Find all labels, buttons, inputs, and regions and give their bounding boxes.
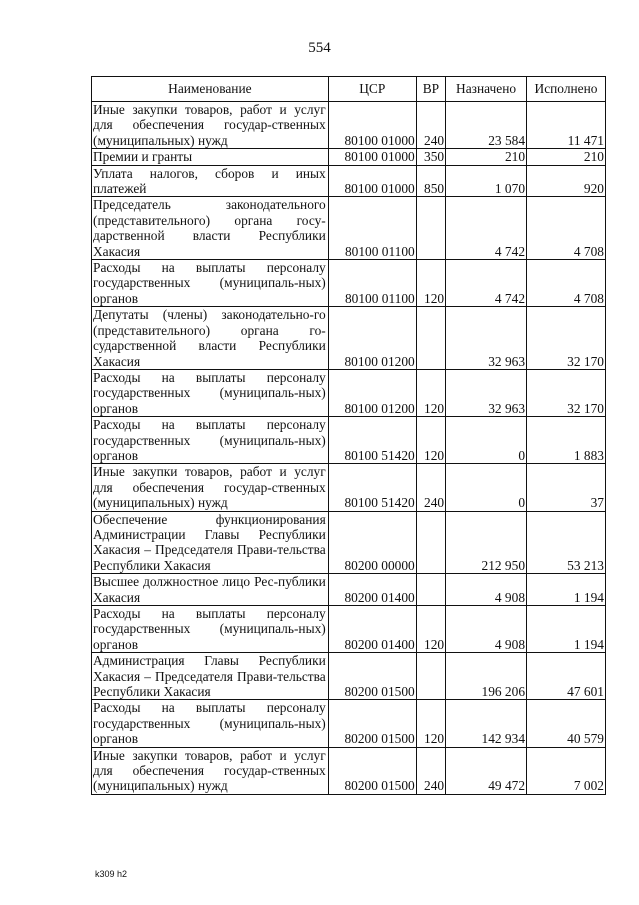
table-row [92, 417, 606, 464]
header-csr: ЦСР [328, 77, 416, 102]
cell-name: Премии и гранты [92, 149, 329, 165]
table-row [92, 464, 606, 511]
cell-assigned: 4 742 [446, 197, 527, 260]
cell-assigned: 32 963 [446, 369, 527, 416]
cell-executed: 37 [527, 464, 606, 511]
table-row [92, 260, 606, 307]
cell-vr: 120 [416, 700, 445, 747]
footer-code: k309 h2 [95, 869, 128, 879]
cell-name: Администрация Главы Республики Хакасия – Председателя Прави-тельства Республики Хакасия [92, 653, 329, 700]
header-executed: Исполнено [527, 77, 606, 102]
table-row [92, 747, 606, 794]
cell-vr: 850 [416, 165, 445, 197]
cell-vr: 350 [416, 149, 445, 165]
cell-csr: 80100 01200 [328, 307, 416, 370]
table-row [92, 369, 606, 416]
cell-csr: 80100 01100 [328, 197, 416, 260]
cell-executed: 1 194 [527, 606, 606, 653]
cell-executed: 53 213 [527, 511, 606, 574]
table-body [92, 102, 606, 795]
cell-executed: 210 [527, 149, 606, 165]
table-row [92, 165, 606, 197]
cell-assigned: 142 934 [446, 700, 527, 747]
cell-name: Иные закупки товаров, работ и услуг для обеспечения государ-ственных (муниципальных) нужд [92, 747, 329, 794]
cell-executed: 32 170 [527, 369, 606, 416]
cell-csr: 80200 00000 [328, 511, 416, 574]
cell-executed: 11 471 [527, 102, 606, 149]
cell-name: Расходы на выплаты персоналу государственных (муниципаль-ных) органов [92, 369, 329, 416]
table-row [92, 102, 606, 149]
cell-assigned: 1 070 [446, 165, 527, 197]
cell-name: Депутаты (члены) законодательно-го (представительного) органа го-сударственной власти Республики Хакасия [92, 307, 329, 370]
cell-assigned: 196 206 [446, 653, 527, 700]
cell-name: Расходы на выплаты персоналу государственных (муниципаль-ных) органов [92, 417, 329, 464]
table-row [92, 606, 606, 653]
cell-executed: 1 194 [527, 574, 606, 606]
cell-csr: 80100 01000 [328, 149, 416, 165]
cell-executed: 40 579 [527, 700, 606, 747]
table-header-row [92, 77, 606, 102]
cell-name: Иные закупки товаров, работ и услуг для обеспечения государ-ственных (муниципальных) нужд [92, 102, 329, 149]
cell-vr: 120 [416, 260, 445, 307]
cell-name: Председатель законодательного (представительного) органа госу-дарственной власти Республики Хакасия [92, 197, 329, 260]
cell-assigned: 32 963 [446, 307, 527, 370]
cell-assigned: 212 950 [446, 511, 527, 574]
cell-name: Иные закупки товаров, работ и услуг для обеспечения государ-ственных (муниципальных) нужд [92, 464, 329, 511]
cell-vr [416, 307, 445, 370]
table-row [92, 653, 606, 700]
cell-csr: 80100 51420 [328, 417, 416, 464]
cell-assigned: 0 [446, 417, 527, 464]
cell-assigned: 49 472 [446, 747, 527, 794]
cell-csr: 80200 01500 [328, 700, 416, 747]
cell-executed: 4 708 [527, 260, 606, 307]
page-number: 554 [308, 40, 331, 56]
header-name: Наименование [92, 77, 329, 102]
cell-name: Расходы на выплаты персоналу государственных (муниципаль-ных) органов [92, 260, 329, 307]
cell-executed: 920 [527, 165, 606, 197]
cell-csr: 80100 51420 [328, 464, 416, 511]
cell-csr: 80200 01500 [328, 653, 416, 700]
budget-table [91, 76, 606, 795]
cell-executed: 7 002 [527, 747, 606, 794]
header-assigned: Назначено [446, 77, 527, 102]
table-row [92, 511, 606, 574]
table-row [92, 197, 606, 260]
cell-csr: 80100 01000 [328, 102, 416, 149]
cell-vr: 120 [416, 417, 445, 464]
cell-vr [416, 574, 445, 606]
cell-executed: 32 170 [527, 307, 606, 370]
cell-name: Расходы на выплаты персоналу государственных (муниципаль-ных) органов [92, 606, 329, 653]
cell-assigned: 23 584 [446, 102, 527, 149]
cell-vr: 120 [416, 606, 445, 653]
cell-vr [416, 511, 445, 574]
cell-name: Высшее должностное лицо Рес-публики Хакасия [92, 574, 329, 606]
cell-csr: 80200 01400 [328, 574, 416, 606]
cell-assigned: 4 908 [446, 606, 527, 653]
cell-csr: 80100 01200 [328, 369, 416, 416]
cell-executed: 4 708 [527, 197, 606, 260]
cell-vr: 240 [416, 464, 445, 511]
table-row [92, 700, 606, 747]
cell-csr: 80200 01400 [328, 606, 416, 653]
table-row [92, 307, 606, 370]
cell-assigned: 4 742 [446, 260, 527, 307]
cell-csr: 80100 01000 [328, 165, 416, 197]
table-row [92, 574, 606, 606]
cell-vr [416, 653, 445, 700]
cell-assigned: 0 [446, 464, 527, 511]
cell-executed: 47 601 [527, 653, 606, 700]
header-vr: ВР [416, 77, 445, 102]
cell-vr [416, 197, 445, 260]
cell-vr: 120 [416, 369, 445, 416]
cell-vr: 240 [416, 747, 445, 794]
cell-name: Обеспечение функционирования Администрации Главы Республики Хакасия – Председателя Прави-тельства Республики Хакасия [92, 511, 329, 574]
cell-csr: 80100 01100 [328, 260, 416, 307]
cell-executed: 1 883 [527, 417, 606, 464]
cell-name: Расходы на выплаты персоналу государственных (муниципаль-ных) органов [92, 700, 329, 747]
cell-assigned: 4 908 [446, 574, 527, 606]
cell-assigned: 210 [446, 149, 527, 165]
cell-csr: 80200 01500 [328, 747, 416, 794]
table-row [92, 149, 606, 165]
cell-vr: 240 [416, 102, 445, 149]
cell-name: Уплата налогов, сборов и иных платежей [92, 165, 329, 197]
